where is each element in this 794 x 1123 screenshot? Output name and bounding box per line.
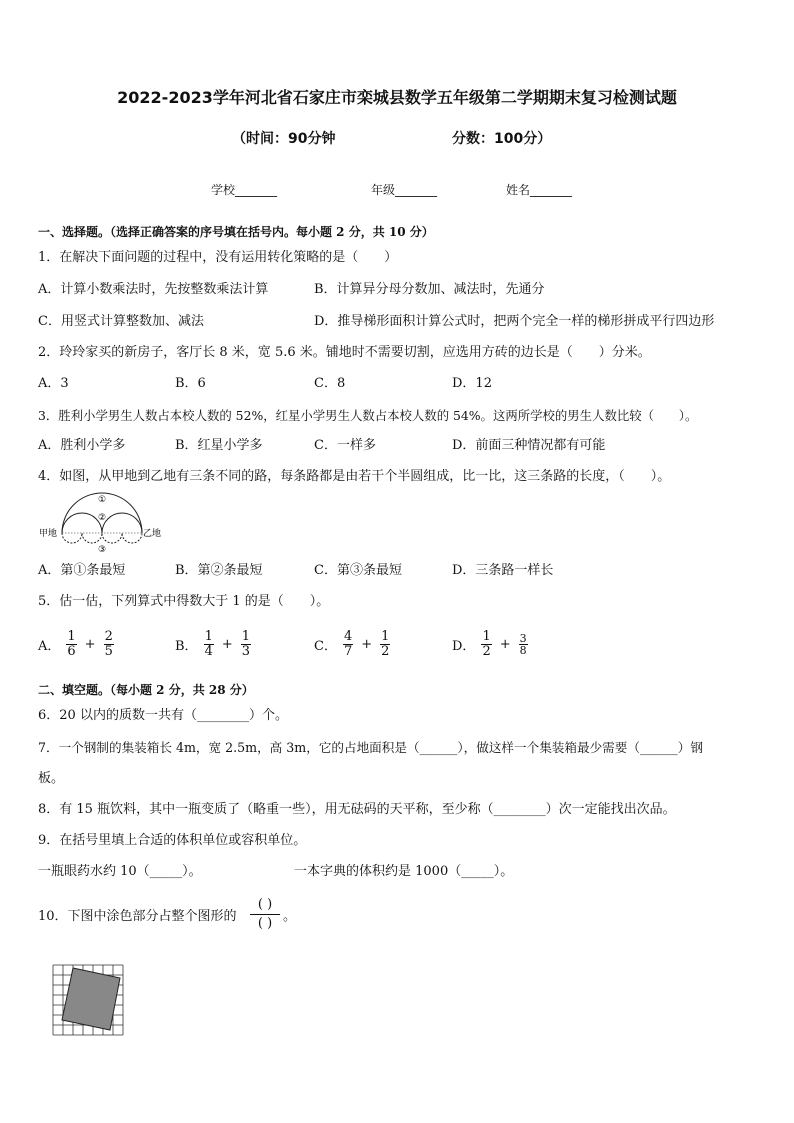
q5-c-frac2: $\frac{1}{2}$ [381, 629, 390, 659]
q5-d-frac2: $\frac{3}{8}$ [519, 632, 527, 657]
school-field[interactable]: 学校_______ [211, 183, 278, 197]
q5-b-label: B． [175, 639, 198, 654]
q10-answer-fraction[interactable] [250, 896, 280, 933]
q5-d-label: D． [452, 639, 476, 654]
grade-field[interactable]: 年级_______ [371, 183, 438, 197]
q9-blank-b[interactable]: 一本字典的体积约是 1000（_____）。 [294, 864, 514, 879]
fig-label-3: ③ [97, 545, 107, 555]
q3-option-d[interactable]: D．前面三种情况都有可能 [452, 438, 606, 453]
q3-stem: 3．胜利小学男生人数占本校人数的 52%，红星小学男生人数占本校人数的 54%。这两所学校的男生人数比较（ ）。 [38, 408, 698, 423]
q5-stem: 5．估一估，下列算式中得数大于 1 的是（ ）。 [38, 594, 330, 609]
q7-text-line1: 7．一个钢制的集装箱长 4m，宽 2.5m，高 3m，它的占地面积是（______），做这样一个集装箱最少需要（______）钢 [38, 740, 703, 755]
q1-option-d[interactable]: D．推导梯形面积计算公式时，把两个完全一样的梯形拼成平行四边形 [314, 314, 715, 329]
q10-stem: 10．下图中涂色部分占整个图形的 [38, 909, 237, 924]
q1-stem: 1．在解决下面问题的过程中，没有运用转化策略的是（ ） [38, 250, 398, 265]
q4-option-d[interactable]: D．三条路一样长 [452, 563, 554, 578]
q2-option-d[interactable]: D．12 [452, 376, 492, 391]
q4-option-c[interactable]: C．第③条最短 [314, 563, 402, 578]
q1-option-a[interactable]: A．计算小数乘法时，先按整数乘法计算 [38, 282, 269, 297]
q5-option-d[interactable] [452, 630, 528, 659]
q4-stem: 4．如图，从甲地到乙地有三条不同的路，每条路都是由若干个半圆组成，比一比，这三条路的长度，（ ）。 [38, 469, 671, 484]
q9-blank-a[interactable]: 一瓶眼药水约 10（_____）。 [38, 864, 202, 879]
q5-c-label: C． [314, 639, 337, 654]
q3-option-c[interactable]: C．一样多 [314, 438, 376, 453]
q1-option-b[interactable]: B．计算异分母分数加、减法时，先通分 [314, 282, 545, 297]
path-3-small-semicircles [62, 533, 142, 543]
q5-b-frac2: $\frac{1}{3}$ [241, 629, 251, 659]
q10-end: 。 [283, 909, 297, 924]
fig-start-label: 甲地 [39, 529, 58, 539]
q5-b-plus: + [221, 637, 233, 652]
q2-option-b[interactable]: B．6 [175, 376, 206, 391]
q2-option-a[interactable]: A．3 [38, 376, 69, 391]
q5-option-a[interactable] [38, 630, 114, 659]
q2-stem: 2．玲玲家买的新房子，客厅长 8 米，宽 5.6 米。铺地时不需要切割，应选用方砖的边长是（ ）分米。 [38, 345, 651, 360]
exam-score: 分数：100分） [452, 131, 552, 147]
q5-d-frac1: $\frac{1}{2}$ [482, 629, 491, 659]
fig-end-label: 乙地 [143, 529, 162, 539]
exam-time: （时间：90分钟 [232, 131, 336, 147]
q2-option-c[interactable]: C．8 [314, 376, 346, 391]
q10-denominator-blank[interactable]: ( ) [257, 916, 273, 931]
semicircle-paths-figure [38, 492, 162, 555]
q4-option-a[interactable]: A．第①条最短 [38, 563, 126, 578]
q4-option-b[interactable]: B．第②条最短 [175, 563, 263, 578]
q5-c-plus: + [361, 637, 373, 652]
fig-label-2: ② [97, 513, 107, 523]
q1-option-c[interactable]: C．用竖式计算整数加、减法 [38, 314, 204, 329]
q5-a-label: A． [38, 639, 61, 654]
q5-a-frac1: $\frac{1}{6}$ [67, 629, 76, 659]
exam-title: 2022-2023学年河北省石家庄市栾城县数学五年级第二学期期末复习检测试题 [117, 88, 677, 107]
section2-heading: 二、填空题。（每小题 2 分，共 28 分） [38, 683, 254, 697]
q5-option-c[interactable] [314, 630, 390, 659]
shaded-square-grid-figure [52, 964, 124, 1036]
shaded-tilted-square [62, 968, 120, 1030]
section1-heading: 一、选择题。（选择正确答案的序号填在括号内。每小题 2 分，共 10 分） [38, 225, 434, 239]
q5-option-b[interactable] [175, 630, 251, 659]
fig-label-1: ① [97, 495, 107, 505]
q10-numerator-blank[interactable]: ( ) [250, 896, 280, 915]
name-field[interactable]: 姓名_______ [506, 183, 573, 197]
q7-text-line2: 板。 [38, 771, 65, 786]
q5-d-plus: + [499, 637, 511, 652]
q5-c-frac1: $\frac{4}{7}$ [343, 629, 353, 659]
q3-option-b[interactable]: B．红星小学多 [175, 438, 263, 453]
q5-a-frac2: $\frac{2}{5}$ [104, 629, 113, 659]
q6-text: 6．20 以内的质数一共有（________）个。 [38, 708, 288, 723]
q5-b-frac1: $\frac{1}{4}$ [204, 629, 213, 659]
q5-a-plus: + [84, 637, 96, 652]
q9-stem: 9．在括号里填上合适的体积单位或容积单位。 [38, 833, 307, 848]
q3-option-a[interactable]: A．胜利小学多 [38, 438, 126, 453]
q8-text: 8．有 15 瓶饮料，其中一瓶变质了（略重一些），用无砝码的天平称，至少称（________）次一定能找出次品。 [38, 802, 676, 817]
